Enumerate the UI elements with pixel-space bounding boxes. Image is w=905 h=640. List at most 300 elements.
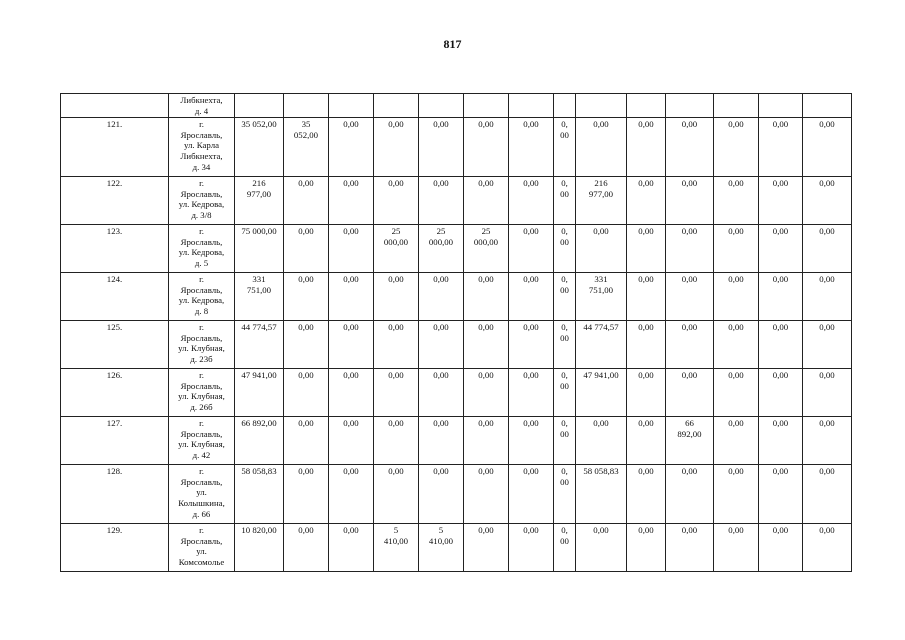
- address-cell: [169, 417, 235, 465]
- cell-line: 0,00: [298, 226, 314, 237]
- cell-line: 0,00: [433, 322, 449, 333]
- amount-cell: [554, 369, 576, 417]
- cell-line: 0,00: [523, 370, 539, 381]
- amount-cell: [464, 177, 509, 225]
- amount-cell: [284, 273, 329, 321]
- cell-line: 0,00: [728, 226, 744, 237]
- address-cell: [169, 321, 235, 369]
- amount-cell: [714, 369, 759, 417]
- amount-cell: [464, 225, 509, 273]
- cell-line: 216: [594, 178, 608, 189]
- cell-line: Либкнехта,: [180, 95, 223, 105]
- amount-cell: [235, 273, 284, 321]
- cell-line: Ярославль,: [180, 188, 223, 199]
- amount-cell: [714, 321, 759, 369]
- amount-cell: [509, 273, 554, 321]
- amount-cell: [419, 524, 464, 572]
- cell-line: 0,00: [523, 418, 539, 429]
- cell-line: 0,00: [433, 274, 449, 285]
- address-cell: [169, 273, 235, 321]
- cell-line: 0,: [561, 226, 568, 237]
- cell-line: 00: [560, 284, 569, 295]
- cell-line: г.: [199, 226, 204, 237]
- cell-line: 0,00: [681, 119, 698, 130]
- amount-cell: [803, 417, 852, 465]
- amount-cell: [329, 177, 374, 225]
- cell-line: 0,00: [772, 466, 789, 477]
- cell-line: 0,00: [523, 525, 539, 536]
- cell-line: г.: [199, 370, 204, 381]
- cell-line: г.: [199, 525, 204, 536]
- cell-line: 0,00: [523, 466, 539, 477]
- cell-line: 0,00: [681, 226, 698, 237]
- amount-cell: [759, 465, 803, 524]
- amount-cell: [464, 321, 509, 369]
- amount-cell: [714, 225, 759, 273]
- cell-line: 0,00: [388, 322, 404, 333]
- cell-line: д. 26б: [190, 401, 213, 412]
- cell-line: 0,00: [343, 178, 359, 189]
- amount-cell: [509, 417, 554, 465]
- cell-line: 10 820,00: [241, 525, 277, 536]
- table-row: [61, 273, 852, 321]
- amount-cell: [284, 225, 329, 273]
- cell-line: 0,00: [772, 274, 789, 285]
- amount-cell: [803, 273, 852, 321]
- cell-line: 0,00: [433, 418, 449, 429]
- amount-cell: [576, 118, 627, 177]
- cell-line: 00: [560, 476, 569, 487]
- amount-cell: [627, 177, 666, 225]
- cell-line: ул. Карла: [183, 140, 220, 151]
- cell-line: 0,00: [343, 226, 359, 237]
- cell-line: 0,00: [593, 418, 609, 429]
- table-row: [61, 321, 852, 369]
- address-cell: [169, 369, 235, 417]
- amount-cell: [554, 177, 576, 225]
- table-row: [61, 225, 852, 273]
- amount-cell: [235, 321, 284, 369]
- cell-line: 0,00: [681, 322, 698, 333]
- cell-line: д. 4: [194, 105, 209, 116]
- cell-line: 0,00: [638, 226, 654, 237]
- amount-cell: [576, 465, 627, 524]
- amount-cell: [419, 118, 464, 177]
- amount-cell: [554, 273, 576, 321]
- cell-line: 0,00: [638, 525, 654, 536]
- address-cell: [169, 524, 235, 572]
- amount-cell: [419, 321, 464, 369]
- cell-line: 35: [301, 119, 311, 130]
- cell-line: 0,00: [681, 466, 698, 477]
- amount-cell: [666, 225, 714, 273]
- cell-line: 0,00: [819, 226, 835, 237]
- address-cell: [169, 177, 235, 225]
- empty-cell: [803, 94, 852, 118]
- amount-cell: [284, 118, 329, 177]
- amount-cell: [374, 118, 419, 177]
- amount-cell: [235, 524, 284, 572]
- cell-line: 0,00: [819, 322, 835, 333]
- cell-line: 0,00: [433, 466, 449, 477]
- cell-line: 751,00: [588, 284, 614, 295]
- amount-cell: [803, 177, 852, 225]
- empty-cell: [554, 94, 576, 118]
- cell-line: 00: [560, 236, 569, 247]
- cell-line: 0,00: [478, 322, 494, 333]
- cell-line: 0,00: [523, 119, 539, 130]
- amount-cell: [374, 321, 419, 369]
- cell-line: 0,00: [728, 178, 744, 189]
- row-number-cell: 128.: [61, 465, 169, 524]
- amount-cell: [759, 273, 803, 321]
- cell-line: 0,00: [728, 274, 744, 285]
- amount-cell: [464, 273, 509, 321]
- row-number-cell: 122.: [61, 177, 169, 225]
- cell-line: 0,00: [478, 274, 494, 285]
- cell-line: 0,00: [433, 119, 449, 130]
- cell-line: Ярославль,: [180, 380, 223, 391]
- cell-line: 0,00: [681, 274, 698, 285]
- cell-line: г.: [199, 274, 204, 285]
- cell-line: 410,00: [428, 535, 454, 546]
- row-number-cell: 124.: [61, 273, 169, 321]
- amount-cell: [627, 118, 666, 177]
- cell-line: 0,: [561, 370, 568, 381]
- empty-cell: [61, 94, 169, 118]
- amount-cell: [714, 273, 759, 321]
- cell-line: 0,: [561, 418, 568, 429]
- cell-line: 0,00: [343, 322, 359, 333]
- amount-cell: [576, 417, 627, 465]
- amount-cell: [509, 177, 554, 225]
- cell-line: 0,00: [772, 525, 789, 536]
- cell-line: 66 892,00: [241, 418, 277, 429]
- cell-line: д. 3/8: [191, 209, 212, 220]
- cell-line: 0,00: [343, 418, 359, 429]
- cell-line: 216: [252, 178, 266, 189]
- cell-line: д. 66: [192, 508, 211, 519]
- cell-line: 0,00: [478, 370, 494, 381]
- cell-line: 0,00: [728, 370, 744, 381]
- amount-cell: [627, 225, 666, 273]
- cell-line: 0,00: [772, 119, 789, 130]
- cell-line: 0,00: [343, 370, 359, 381]
- amount-cell: [554, 465, 576, 524]
- cell-line: 0,00: [343, 466, 359, 477]
- amount-cell: [714, 417, 759, 465]
- amount-cell: [284, 321, 329, 369]
- amount-cell: [419, 369, 464, 417]
- cell-line: 0,00: [728, 119, 744, 130]
- amount-cell: [374, 273, 419, 321]
- amount-cell: [666, 369, 714, 417]
- cell-line: 0,00: [593, 226, 609, 237]
- cell-line: д. 34: [192, 161, 211, 172]
- amount-cell: [627, 417, 666, 465]
- cell-line: 0,00: [478, 119, 494, 130]
- cell-line: 0,00: [388, 119, 404, 130]
- cell-line: 0,00: [819, 178, 835, 189]
- table-body: [61, 94, 852, 572]
- cell-line: 331: [594, 274, 608, 285]
- cell-line: 75 000,00: [241, 226, 277, 237]
- amount-cell: [419, 225, 464, 273]
- cell-line: 0,00: [819, 418, 835, 429]
- cell-line: 0,00: [523, 322, 539, 333]
- amount-cell: [714, 118, 759, 177]
- cell-line: 0,00: [388, 274, 404, 285]
- cell-line: 44 774,57: [241, 322, 277, 333]
- cell-line: 0,00: [593, 119, 609, 130]
- amount-cell: [759, 118, 803, 177]
- cell-line: 000,00: [473, 236, 499, 247]
- row-number-cell: 129.: [61, 524, 169, 572]
- cell-line: 0,00: [298, 178, 314, 189]
- cell-line: 052,00: [293, 129, 319, 140]
- amount-cell: [759, 369, 803, 417]
- address-cell: [169, 94, 235, 118]
- table-row: [61, 177, 852, 225]
- cell-line: 25: [391, 226, 401, 237]
- cell-line: 0,00: [523, 226, 539, 237]
- cell-line: 0,00: [298, 418, 314, 429]
- amount-cell: [554, 417, 576, 465]
- cell-line: 0,00: [638, 119, 654, 130]
- cell-line: Колышкина,: [178, 497, 225, 508]
- amount-cell: [666, 417, 714, 465]
- amount-cell: [714, 524, 759, 572]
- empty-cell: [464, 94, 509, 118]
- amount-cell: [576, 273, 627, 321]
- cell-line: д. 42: [192, 449, 211, 460]
- empty-cell: [374, 94, 419, 118]
- cell-line: 0,00: [681, 178, 698, 189]
- cell-line: 0,00: [388, 466, 404, 477]
- cell-line: д. 8: [194, 305, 209, 316]
- cell-line: 0,: [561, 525, 568, 536]
- cell-line: Ярославль,: [180, 332, 223, 343]
- cell-line: ул. Клубная,: [178, 391, 225, 402]
- cell-line: 0,00: [388, 370, 404, 381]
- cell-line: 00: [560, 129, 569, 140]
- empty-cell: [714, 94, 759, 118]
- amount-cell: [509, 321, 554, 369]
- amount-cell: [803, 321, 852, 369]
- cell-line: ул. Кедрова,: [178, 247, 225, 258]
- cell-line: 410,00: [383, 535, 409, 546]
- amount-cell: [627, 321, 666, 369]
- amount-cell: [627, 369, 666, 417]
- amount-cell: [803, 465, 852, 524]
- address-cell: [169, 118, 235, 177]
- cell-line: 58 058,83: [583, 466, 619, 477]
- cell-line: Ярославль,: [180, 476, 223, 487]
- cell-line: 35 052,00: [241, 119, 277, 130]
- row-number-cell: 126.: [61, 369, 169, 417]
- cell-line: 58 058,83: [241, 466, 277, 477]
- cell-line: 0,00: [388, 418, 404, 429]
- cell-line: 66: [685, 418, 694, 429]
- amount-cell: [374, 177, 419, 225]
- cell-line: 0,00: [593, 525, 609, 536]
- amount-cell: [759, 321, 803, 369]
- amount-cell: [576, 225, 627, 273]
- cell-line: 0,00: [728, 525, 744, 536]
- cell-line: 0,00: [772, 178, 789, 189]
- cell-line: 977,00: [588, 188, 614, 199]
- cell-line: 0,00: [298, 525, 314, 536]
- cell-line: ул. Клубная,: [178, 343, 225, 354]
- amount-cell: [554, 321, 576, 369]
- amount-cell: [803, 369, 852, 417]
- cell-line: 0,00: [298, 274, 314, 285]
- cell-line: 0,00: [523, 178, 539, 189]
- cell-line: 0,00: [772, 322, 789, 333]
- cell-line: 47 941,00: [583, 370, 619, 381]
- amount-cell: [759, 524, 803, 572]
- cell-line: 977,00: [246, 188, 272, 199]
- cell-line: Комсомолье: [178, 556, 225, 567]
- cell-line: 0,00: [681, 525, 698, 536]
- cell-line: 0,00: [478, 466, 494, 477]
- amount-cell: [509, 524, 554, 572]
- cell-line: 00: [560, 380, 569, 391]
- cell-line: 0,00: [772, 370, 789, 381]
- table-row: [61, 369, 852, 417]
- amount-cell: [329, 321, 374, 369]
- amount-cell: [576, 524, 627, 572]
- cell-line: 0,00: [638, 178, 654, 189]
- amount-cell: [554, 118, 576, 177]
- cell-line: Ярославль,: [180, 129, 223, 140]
- amount-cell: [803, 118, 852, 177]
- amount-cell: [235, 417, 284, 465]
- cell-line: 00: [560, 535, 569, 546]
- page-number: 817: [443, 37, 462, 51]
- cell-line: 000,00: [428, 236, 454, 247]
- cell-line: 0,00: [343, 274, 359, 285]
- amount-cell: [235, 177, 284, 225]
- amount-cell: [666, 273, 714, 321]
- table-row: [61, 465, 852, 524]
- amount-cell: [374, 524, 419, 572]
- amount-cell: [374, 465, 419, 524]
- amount-cell: [464, 118, 509, 177]
- amount-cell: [714, 465, 759, 524]
- cell-line: 0,00: [772, 226, 789, 237]
- empty-cell: [627, 94, 666, 118]
- amount-cell: [374, 225, 419, 273]
- cell-line: 0,00: [728, 322, 744, 333]
- cell-line: 0,: [561, 178, 568, 189]
- cell-line: 0,00: [638, 466, 654, 477]
- amount-cell: [329, 465, 374, 524]
- empty-cell: [576, 94, 627, 118]
- cell-line: 47 941,00: [241, 370, 277, 381]
- cell-line: 0,: [561, 119, 568, 130]
- amount-cell: [329, 369, 374, 417]
- cell-line: г.: [199, 466, 204, 477]
- amount-cell: [759, 417, 803, 465]
- amount-cell: [666, 177, 714, 225]
- cell-line: 0,00: [819, 370, 835, 381]
- cell-line: 0,: [561, 466, 568, 477]
- amount-cell: [464, 417, 509, 465]
- cell-line: г.: [199, 418, 204, 429]
- amount-cell: [803, 225, 852, 273]
- cell-line: 0,00: [638, 322, 654, 333]
- amount-cell: [329, 273, 374, 321]
- cell-line: г.: [199, 178, 204, 189]
- cell-line: Ярославль,: [180, 236, 223, 247]
- address-cell: [169, 465, 235, 524]
- cell-line: 0,: [561, 274, 568, 285]
- cell-line: Ярославль,: [180, 284, 223, 295]
- cell-line: 0,: [561, 322, 568, 333]
- cell-line: 0,00: [478, 418, 494, 429]
- cell-line: ул. Клубная,: [178, 439, 225, 450]
- cell-line: 0,00: [819, 525, 835, 536]
- cell-line: 0,00: [728, 466, 744, 477]
- amount-cell: [759, 177, 803, 225]
- cell-line: 0,00: [478, 525, 494, 536]
- amount-cell: [759, 225, 803, 273]
- amount-cell: [284, 369, 329, 417]
- cell-line: 0,00: [343, 525, 359, 536]
- cell-line: 25: [481, 226, 491, 237]
- empty-cell: [419, 94, 464, 118]
- cell-line: 0,00: [343, 119, 359, 130]
- amount-cell: [509, 465, 554, 524]
- cell-line: Ярославль,: [180, 535, 223, 546]
- cell-line: 00: [560, 428, 569, 439]
- cell-line: г.: [199, 119, 204, 130]
- empty-cell: [284, 94, 329, 118]
- cell-line: 751,00: [246, 284, 272, 295]
- cell-line: 0,00: [819, 119, 835, 130]
- cell-line: 0,00: [298, 370, 314, 381]
- cell-line: 0,00: [433, 178, 449, 189]
- amount-cell: [329, 524, 374, 572]
- amount-cell: [554, 225, 576, 273]
- empty-cell: [235, 94, 284, 118]
- cell-line: 0,00: [772, 418, 789, 429]
- amount-cell: [284, 465, 329, 524]
- cell-line: г.: [199, 322, 204, 333]
- cell-line: 0,00: [638, 418, 654, 429]
- row-number-cell: 127.: [61, 417, 169, 465]
- cell-line: 25: [436, 226, 446, 237]
- amount-cell: [374, 417, 419, 465]
- cell-line: 0,00: [523, 274, 539, 285]
- amount-cell: [666, 465, 714, 524]
- empty-cell: [666, 94, 714, 118]
- cell-line: д. 23б: [190, 353, 213, 364]
- cell-line: 00: [560, 188, 569, 199]
- amount-cell: [576, 369, 627, 417]
- cell-line: 331: [252, 274, 266, 285]
- cell-line: 0,00: [638, 274, 654, 285]
- table-row: [61, 524, 852, 572]
- cell-line: 892,00: [677, 428, 702, 439]
- address-cell: [169, 225, 235, 273]
- amount-cell: [464, 465, 509, 524]
- amount-cell: [464, 369, 509, 417]
- cell-line: 5: [393, 525, 399, 536]
- amount-cell: [419, 417, 464, 465]
- amount-cell: [235, 225, 284, 273]
